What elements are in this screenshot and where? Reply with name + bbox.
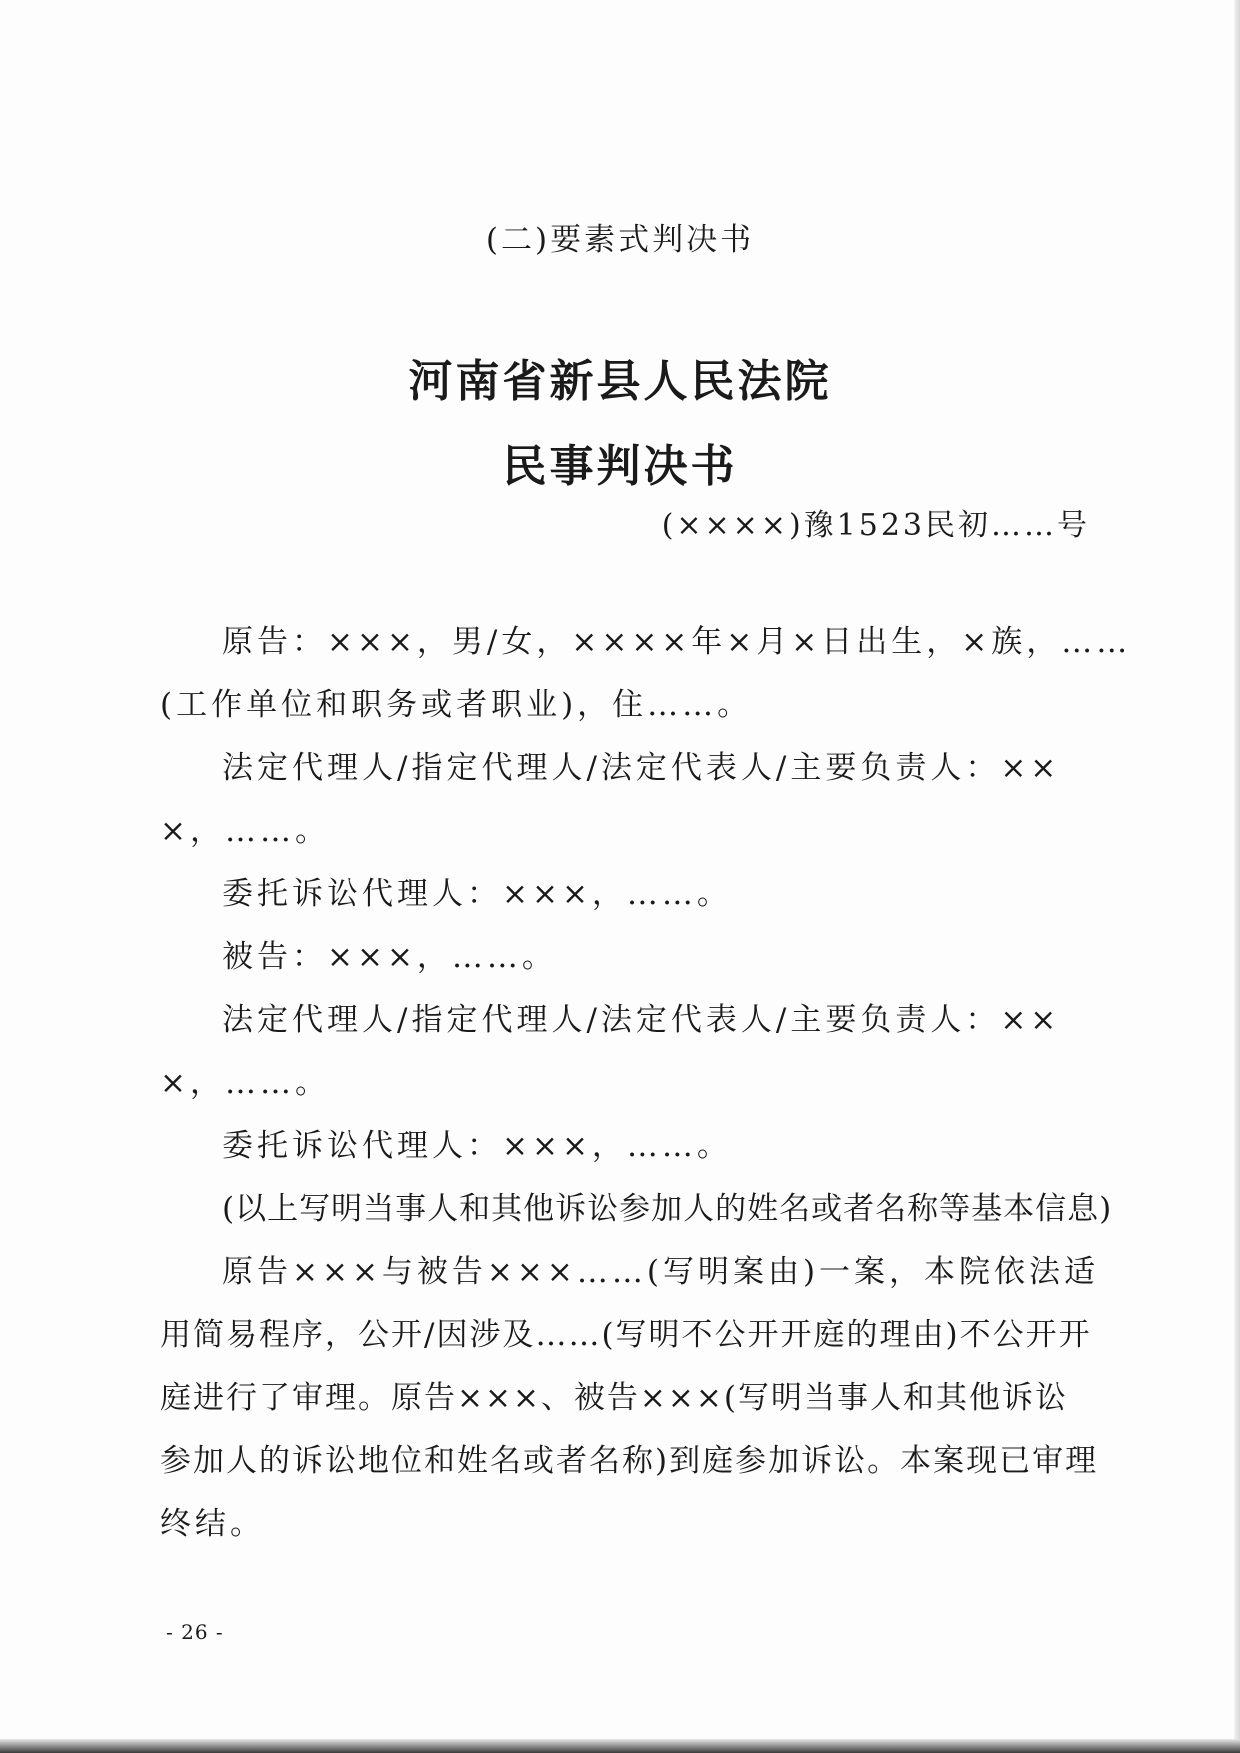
body-line-defendant-agent: 委托诉讼代理人：×××，……。 <box>222 1128 732 1164</box>
body-line-plaintiff-cont: (工作单位和职务或者职业)，住……。 <box>160 687 753 723</box>
body-line-conclusion: 终结。 <box>160 1506 265 1542</box>
body-line-defendant: 被告：×××，……。 <box>222 939 557 975</box>
scan-edge-right <box>1234 0 1240 1753</box>
body-line-case-intro: 原告×××与被告×××……(写明案由)一案，本院依法适 <box>222 1254 1100 1290</box>
body-line-attendance: 参加人的诉讼地位和姓名或者名称)到庭参加诉讼。本案现已审理 <box>160 1443 1099 1479</box>
case-number: (××××)豫1523民初……号 <box>661 508 1090 543</box>
body-line-plaintiff-representative-cont: ×，……。 <box>160 813 330 849</box>
body-line-defendant-representative: 法定代理人/指定代理人/法定代表人/主要负责人：×× <box>222 1002 1061 1038</box>
scan-edge-bottom <box>0 1739 1240 1753</box>
body-line-plaintiff-agent: 委托诉讼代理人：×××，……。 <box>222 876 732 912</box>
document-title: 民事判决书 <box>502 441 738 492</box>
body-line-plaintiff-representative: 法定代理人/指定代理人/法定代表人/主要负责人：×× <box>222 750 1061 786</box>
body-line-procedure: 用简易程序，公开/因涉及……(写明不公开开庭的理由)不公开开 <box>160 1317 1092 1353</box>
body-line-plaintiff: 原告：×××，男/女，××××年×月×日出生，×族，…… <box>222 624 1132 660</box>
section-heading: (二)要素式判决书 <box>485 222 755 258</box>
court-name: 河南省新县人民法院 <box>408 356 832 407</box>
body-line-note: (以上写明当事人和其他诉讼参加人的姓名或者名称等基本信息) <box>222 1191 1113 1227</box>
body-line-defendant-representative-cont: ×，……。 <box>160 1065 330 1101</box>
page-number: - 26 - <box>166 1620 224 1644</box>
body-line-trial: 庭进行了审理。原告×××、被告×××(写明当事人和其他诉讼 <box>160 1380 1068 1416</box>
